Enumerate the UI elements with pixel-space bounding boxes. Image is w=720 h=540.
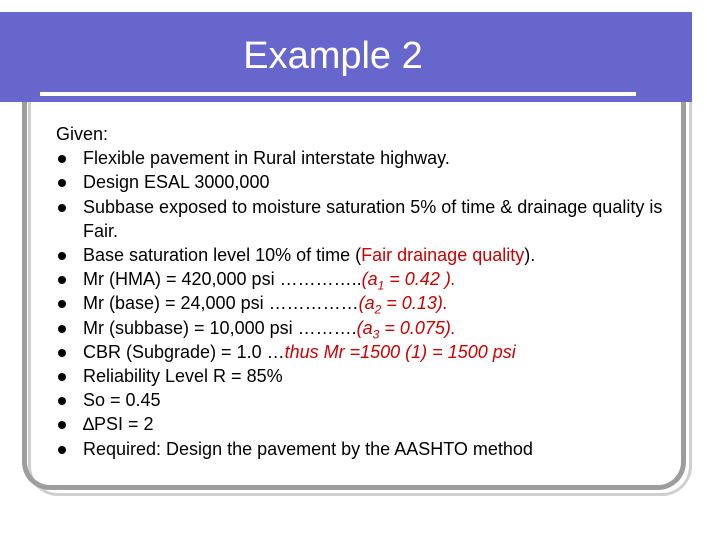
slide-title: Example 2: [243, 35, 423, 77]
list-item: Mr (HMA) = 420,000 psi $\dots\dots\dots\dots..(a_1 = 0.42$ ).: [56, 267, 666, 291]
layer-coefficient: $(a_3 = 0.075)$.: [356, 317, 456, 342]
bullet-dot-icon: [58, 325, 66, 333]
bullet-dot-icon: [58, 179, 66, 187]
bullet-dot-icon: [58, 155, 66, 163]
given-list: [56, 146, 666, 461]
layer-coefficient: $(a_2 = 0.13)$.: [358, 293, 448, 318]
bullet-dot-icon: [58, 446, 66, 454]
list-item: Reliability Level R = 85%: [56, 364, 666, 388]
list-item: Required: Design the pavement by the AASHTO method: [56, 437, 666, 461]
list-item: CBR (Subgrade) = 1.0 …thus Mr =1500 (1) = 1500 psi: [56, 340, 666, 364]
given-label: Given:: [56, 124, 109, 144]
bullet-dot-icon: [58, 300, 66, 308]
bullet-dot-icon: [58, 397, 66, 405]
list-item: Flexible pavement in Rural interstate highway.: [56, 146, 666, 170]
list-item: Base saturation level 10% of time (Fair drainage quality).: [56, 243, 666, 267]
bullet-dot-icon: [58, 204, 66, 212]
list-item: Subbase exposed to moisture saturation 5% of time & drainage quality is Fair.: [56, 195, 666, 243]
list-item: Mr (base) = 24,000 psi $\dots\dots\dots\dots\dots(a_2 = 0.13)$.: [56, 291, 666, 315]
bullet-dot-icon: [58, 421, 66, 429]
bullet-dot-icon: [58, 349, 66, 357]
list-item: Design ESAL 3000,000: [56, 170, 666, 194]
highlight-text: thus Mr =1500 (1) = 1500 psi: [284, 341, 516, 362]
bullet-dot-icon: [58, 276, 66, 284]
bullet-dot-icon: [58, 252, 66, 260]
list-item: ∆PSI = 2: [56, 412, 666, 436]
slide-body: [56, 122, 666, 461]
highlight-text: Fair drainage quality: [361, 245, 525, 266]
corner-cutout: [692, 0, 720, 12]
title-underline: [40, 92, 636, 96]
bullet-dot-icon: [58, 373, 66, 381]
list-item: Mr (subbase) = 10,000 psi $\dots\dots\dots.(a_3 = 0.075)$.: [56, 316, 666, 340]
layer-coefficient: ($a_1 = 0.42$ ).: [361, 269, 456, 293]
list-item: So = 0.45: [56, 388, 666, 412]
